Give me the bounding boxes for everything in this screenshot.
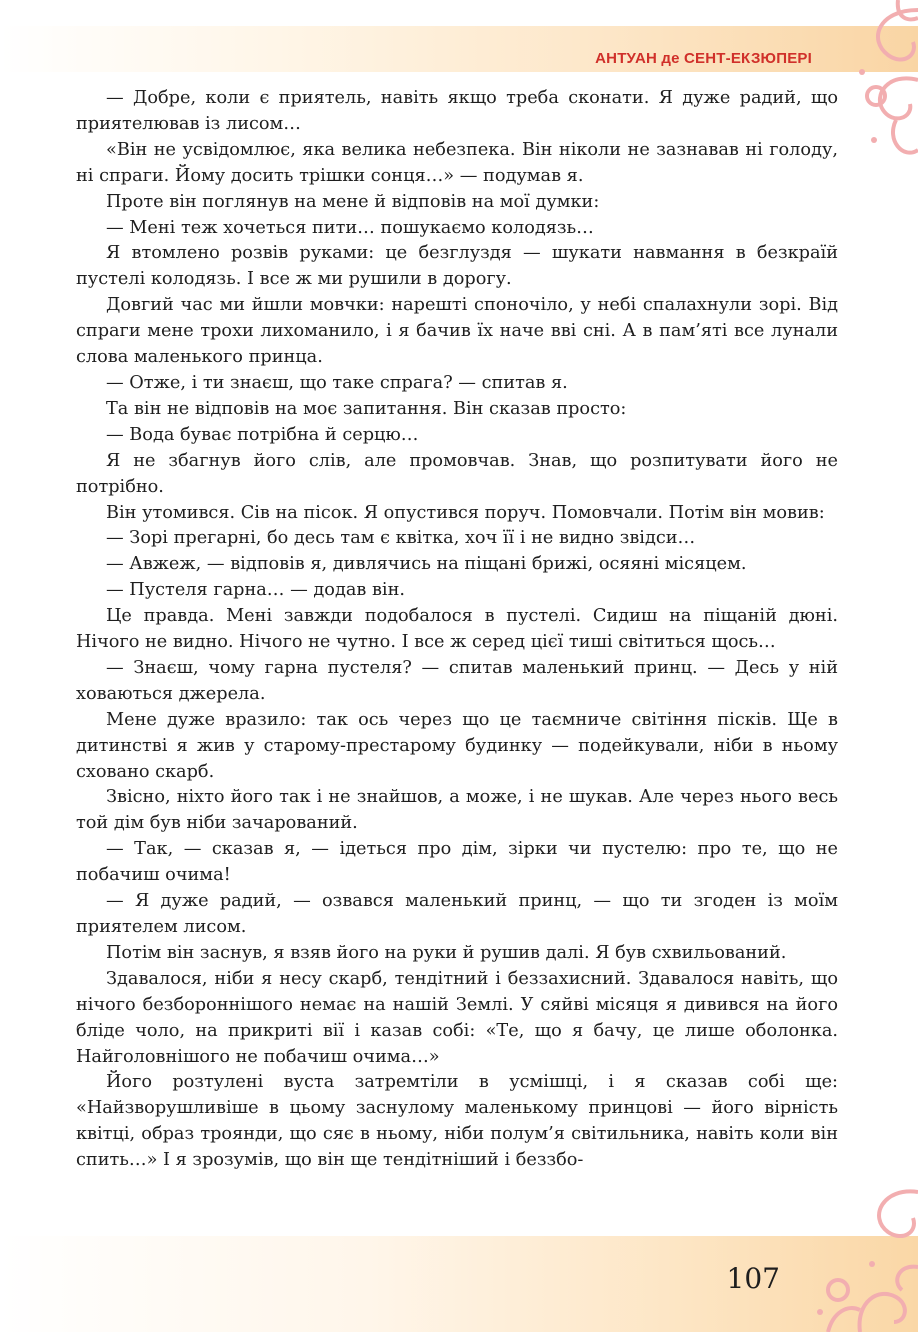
paragraph: Я не збагнув його слів, але промовчав. Знав, що розпитувати його не потрібно. [76, 450, 838, 497]
paragraph: Він утомився. Сів на пісок. Я опустився поруч. Помовчали. Потім він мовив: [106, 502, 825, 523]
paragraph: Я втомлено розвів руками: це безглуздя — шукати навмання в безкраїй пустелі колодязь. І все ж ми рушили в дорогу. [76, 243, 838, 290]
running-title: АНТУАН де СЕНТ-ЕКЗЮПЕРІ [595, 50, 812, 67]
page-number: 107 [726, 1262, 780, 1295]
paragraph: — Зорі прегарні, бо десь там є квітка, хоч її і не видно звідси… [106, 528, 696, 549]
body-text [76, 86, 838, 1174]
paragraph: — Авжеж, — відповів я, дивлячись на піщані брижі, осяяні місяцем. [106, 554, 747, 575]
paragraph: Проте він поглянув на мене й відповів на мої думки: [106, 191, 600, 212]
corner-ornament-bottom [768, 1172, 918, 1332]
paragraph: Його розтулені вуста затремтіли в усмішці, і я сказав собі ще: «Найзворушливіше в цьому заснулому маленькому принцові — його вірність квітці, образ троянди, що сяє в ньому, ніби полум’я світильника, навіть коли він спить…» І я зрозумів, що він ще тендітніший і беззбо- [76, 1072, 838, 1171]
paragraph: Це правда. Мені завжди подобалося в пустелі. Сидиш на піщаній дюні. Нічого не видно. Нічого не чутно. І все ж серед цієї тиші світиться щось… [76, 606, 838, 653]
paragraph: — Так, — сказав я, — ідеться про дім, зірки чи пустелю: про те, що не побачиш очима! [76, 839, 838, 886]
paragraph: «Він не усвідомлює, яка велика небезпека. Він ніколи не зазнавав ні голоду, ні спраги. Йому досить трішки сонця…» — подумав я. [76, 139, 838, 186]
paragraph: Потім він заснув, я взяв його на руки й рушив далі. Я був схвильований. [106, 942, 787, 963]
paragraph: — Пустеля гарна… — додав він. [106, 580, 405, 601]
paragraph: — Мені теж хочеться пити… пошукаємо колодязь… [106, 217, 594, 238]
paragraph: — Вода буває потрібна й серцю… [106, 424, 419, 445]
paragraph: Мене дуже вразило: так ось через що це таємниче світіння пісків. Ще в дитинстві я жив у старому-престарому будинку — подейкували, ніби в ньому сховано скарб. [76, 709, 838, 782]
paragraph: Довгий час ми йшли мовчки: нарешті споночіло, у небі спалахнули зорі. Від спраги мене трохи лихоманило, і я бачив їх наче вві сні. А в пам’яті все лунали слова маленького принца. [76, 295, 838, 368]
paragraph: — Я дуже радий, — озвався маленький принц, — що ти згоден із моїм приятелем лисом. [76, 891, 838, 937]
paragraph: — Знаєш, чому гарна пустеля? — спитав маленький принц. — Десь у ній ховаються джерела. [76, 657, 838, 704]
paragraph: Здавалося, ніби я несу скарб, тендітний і беззахисний. Здавалося навіть, що нічого безбороннішого немає на нашій Землі. У сяйві місяця я дивився на його бліде чоло, на прикриті вії і казав собі: «Те, що я бачу, це лише оболонка. Найголовнішого не побачиш очима…» [76, 968, 838, 1067]
paragraph: — Отже, і ти знаєш, що таке спрага? — спитав я. [106, 372, 568, 393]
paragraph: Звісно, ніхто його так і не знайшов, а може, і не шукав. Але через нього весь той дім був ніби зачарований. [76, 787, 838, 834]
paragraph: Та він не відповів на моє запитання. Він сказав просто: [106, 398, 627, 419]
paragraph: — Добре, коли є приятель, навіть якщо треба сконати. Я дуже радий, що приятелював із лисом… [76, 88, 838, 134]
